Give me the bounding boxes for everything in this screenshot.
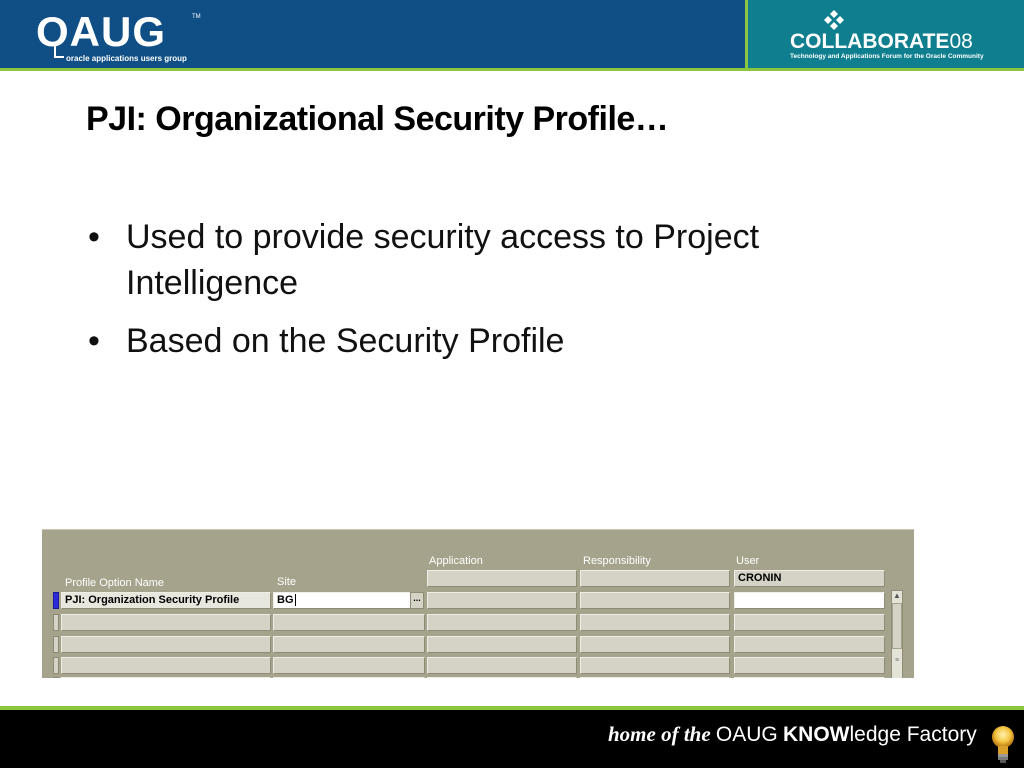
profile-option-name-field[interactable] <box>61 614 271 631</box>
bullet-item <box>86 318 926 364</box>
bullet-glyph: • <box>88 322 100 360</box>
collaborate-diamonds-icon <box>820 10 848 30</box>
record-indicator[interactable] <box>53 657 59 674</box>
responsibility-value-field[interactable] <box>580 636 730 653</box>
record-indicator-active[interactable] <box>53 592 59 609</box>
user-value-field[interactable] <box>734 636 885 653</box>
user-header-cell[interactable]: CRONIN <box>734 570 885 587</box>
header-accent-line <box>0 68 1024 71</box>
responsibility-value-field[interactable] <box>580 592 730 609</box>
application-value-field[interactable] <box>427 677 577 678</box>
slide-header <box>0 0 1024 80</box>
responsibility-value-field[interactable] <box>580 614 730 631</box>
application-header-cell[interactable] <box>427 570 577 587</box>
oaug-logo <box>36 8 201 63</box>
oaug-logo-subtitle: oracle applications users group <box>66 54 187 63</box>
tagline-home-of-the: home of the <box>608 722 711 746</box>
user-value-field[interactable] <box>734 677 885 678</box>
bullet-list <box>86 214 926 376</box>
collaborate-name: COLLABORATE <box>790 30 950 53</box>
user-value-field[interactable] <box>734 592 885 609</box>
column-header-site: Site <box>277 576 296 588</box>
profile-option-name-field[interactable] <box>61 636 271 653</box>
lightbulb-icon <box>990 724 1016 764</box>
site-lov-button[interactable]: ... <box>410 592 424 609</box>
oaug-logo-bracket <box>54 42 64 58</box>
application-value-field[interactable] <box>427 592 577 609</box>
column-header-responsibility: Responsibility <box>583 555 651 567</box>
scrollbar-grip-icon: ≡ <box>894 657 900 664</box>
tagline-ledge-factory: ledge Factory <box>849 723 977 746</box>
text-cursor <box>295 594 296 606</box>
application-value-field[interactable] <box>427 657 577 674</box>
site-value-field[interactable] <box>273 614 425 631</box>
responsibility-header-cell[interactable] <box>580 570 730 587</box>
user-value-field[interactable] <box>734 657 885 674</box>
bullet-text: Based on the Security Profile <box>126 322 565 360</box>
site-value-field[interactable] <box>273 636 425 653</box>
profile-option-name-field[interactable] <box>61 657 271 674</box>
tagline-oaug: OAUG <box>715 723 778 746</box>
column-header-application: Application <box>429 555 483 567</box>
collaborate-year: 08 <box>949 30 973 53</box>
site-value-input[interactable] <box>273 592 411 609</box>
application-value-field[interactable] <box>427 614 577 631</box>
oaug-trademark: TM <box>192 14 201 20</box>
profile-option-name-field[interactable] <box>61 677 271 678</box>
oaug-logo-text: OAUG <box>36 8 166 55</box>
column-header-profile-option-name: Profile Option Name <box>65 577 165 589</box>
bullet-item <box>86 214 926 306</box>
collaborate-logo <box>790 10 1010 62</box>
slide-title: PJI: Organizational Security Profile… <box>86 100 669 138</box>
user-value-field[interactable] <box>734 614 885 631</box>
footer-tagline <box>608 722 977 747</box>
profile-option-name-field[interactable]: PJI: Organization Security Profile <box>61 592 271 609</box>
scroll-up-arrow-icon[interactable]: ▲ <box>893 591 901 600</box>
vertical-scrollbar[interactable] <box>891 590 903 678</box>
bullet-text: Used to provide security access to Project Intelligence <box>126 218 760 302</box>
responsibility-value-field[interactable] <box>580 677 730 678</box>
site-value-text: BG <box>277 594 294 606</box>
record-indicator[interactable] <box>53 677 59 678</box>
column-header-user: User <box>736 555 760 567</box>
site-value-field[interactable] <box>273 677 425 678</box>
collaborate-tagline: Technology and Applications Forum for the Oracle Community <box>790 53 984 60</box>
record-indicator[interactable] <box>53 636 59 653</box>
application-value-field[interactable] <box>427 636 577 653</box>
responsibility-value-field[interactable] <box>580 657 730 674</box>
site-value-field[interactable] <box>273 657 425 674</box>
profile-values-form <box>42 529 914 678</box>
tagline-know: KNOW <box>783 723 850 746</box>
collaborate-wordmark <box>790 30 973 54</box>
scrollbar-thumb[interactable] <box>892 603 902 649</box>
bullet-glyph: • <box>88 218 100 256</box>
record-indicator[interactable] <box>53 614 59 631</box>
